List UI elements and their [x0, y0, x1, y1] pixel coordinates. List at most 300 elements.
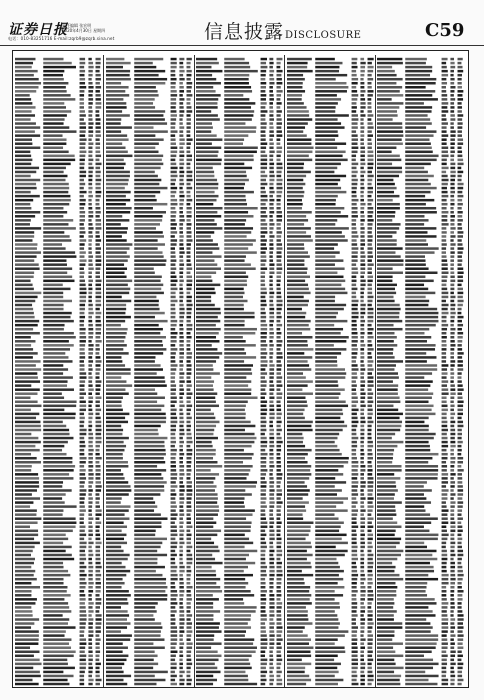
table-cell-text — [106, 493, 129, 496]
table-cell-text — [224, 316, 254, 319]
table-cell-text — [367, 602, 371, 605]
table-cell-text — [186, 384, 191, 387]
table-cell-text — [451, 413, 456, 416]
table-cell-text — [360, 425, 364, 428]
table-cell-text — [367, 659, 373, 662]
table-cell-text — [287, 82, 303, 85]
table-cell-text — [351, 106, 356, 109]
section-title — [204, 17, 361, 44]
table-cell-text — [287, 66, 307, 69]
table-cell-text — [406, 272, 438, 275]
table-cell-text — [277, 675, 281, 678]
table-cell-text — [315, 94, 337, 97]
table-cell-text — [351, 267, 357, 270]
table-cell-text — [186, 312, 191, 315]
table-cell-text — [315, 151, 345, 154]
table-cell-text — [106, 481, 128, 484]
table-cell-text — [277, 501, 283, 504]
table-cell-text — [134, 683, 156, 686]
table-cell-text — [315, 211, 341, 214]
table-cell-text — [170, 147, 177, 150]
table-cell-text — [315, 175, 346, 178]
table-cell-text — [451, 118, 456, 121]
table-cell-text — [377, 570, 394, 573]
table-cell-text — [88, 191, 92, 194]
table-cell-text — [186, 239, 192, 242]
table-cell-text — [106, 542, 127, 545]
table-cell-text — [43, 284, 63, 287]
table-cell-text — [270, 360, 273, 363]
table-cell-text — [224, 179, 249, 182]
table-cell-text — [179, 348, 184, 351]
table-cell-text — [360, 352, 364, 355]
table-cell-text — [15, 521, 38, 524]
table-cell-text — [360, 219, 364, 222]
table-cell-text — [351, 550, 357, 553]
table-cell-text — [367, 110, 371, 113]
table-cell-text — [287, 356, 312, 359]
table-cell-text — [277, 614, 282, 617]
table-cell-text — [270, 409, 275, 412]
table-cell-text — [96, 634, 100, 637]
table-cell-text — [270, 461, 274, 464]
table-cell-text — [43, 300, 72, 303]
table-cell-text — [270, 582, 274, 585]
table-cell-text — [43, 542, 63, 545]
table-cell-text — [406, 62, 427, 65]
table-cell-text — [224, 598, 243, 601]
table-cell-text — [88, 235, 93, 238]
table-cell-text — [96, 384, 101, 387]
table-cell-text — [88, 304, 92, 307]
table-cell-text — [15, 388, 40, 391]
table-cell-text — [406, 646, 436, 649]
table-cell-text — [43, 433, 69, 436]
table-cell-text — [451, 122, 454, 125]
table-cell-text — [106, 457, 123, 460]
table-cell-text — [88, 409, 92, 412]
table-cell-text — [406, 493, 425, 496]
table-cell-text — [351, 82, 357, 85]
table-cell-text — [196, 364, 213, 367]
table-cell-text — [277, 392, 283, 395]
table-cell-text — [315, 243, 338, 246]
table-cell-text — [360, 284, 365, 287]
table-cell-text — [43, 70, 64, 73]
table-cell-text — [80, 263, 86, 266]
table-cell-text — [261, 437, 267, 440]
table-cell-text — [170, 392, 175, 395]
table-cell-text — [186, 425, 190, 428]
table-cell-text — [15, 429, 41, 432]
table-cell-text — [88, 582, 93, 585]
table-cell-text — [261, 465, 267, 468]
table-cell-text — [106, 126, 132, 129]
table-cell-text — [88, 324, 92, 327]
table-cell-text — [170, 191, 176, 194]
table-cell-text — [134, 425, 161, 428]
table-cell-text — [15, 138, 32, 141]
table-cell-text — [43, 332, 74, 335]
table-cell-text — [287, 534, 309, 537]
table-cell-text — [170, 461, 175, 464]
table-cell-text — [43, 130, 76, 133]
table-cell-text — [261, 388, 266, 391]
table-cell-text — [315, 513, 334, 516]
table-cell-text — [451, 594, 454, 597]
table-cell-text — [277, 679, 283, 682]
table-cell-text — [360, 163, 365, 166]
table-cell-text — [224, 235, 246, 238]
table-cell-text — [224, 110, 254, 113]
table-cell-text — [277, 247, 283, 250]
table-cell-text — [377, 163, 392, 166]
table-text-texture — [105, 57, 194, 686]
table-cell-text — [451, 396, 455, 399]
table-cell-text — [179, 509, 183, 512]
table-cell-text — [270, 239, 274, 242]
table-cell-text — [179, 86, 183, 89]
table-cell-text — [360, 421, 365, 424]
table-cell-text — [186, 142, 190, 145]
table-cell-text — [360, 409, 364, 412]
table-cell-text — [179, 481, 183, 484]
table-cell-text — [106, 267, 127, 270]
table-cell-text — [287, 675, 309, 678]
table-cell-text — [15, 618, 39, 621]
table-cell-text — [270, 251, 274, 254]
table-cell-text — [406, 106, 433, 109]
table-cell-text — [179, 171, 184, 174]
table-cell-text — [367, 630, 371, 633]
table-cell-text — [406, 449, 431, 452]
table-cell-text — [406, 251, 435, 254]
table-cell-text — [351, 465, 358, 468]
table-cell-text — [134, 175, 158, 178]
table-cell-text — [134, 227, 156, 230]
table-cell-text — [287, 239, 313, 242]
table-cell-text — [451, 429, 456, 432]
table-cell-text — [196, 445, 213, 448]
table-cell-text — [287, 582, 305, 585]
table-cell-text — [106, 546, 121, 549]
table-cell-text — [367, 276, 373, 279]
table-cell-text — [88, 659, 92, 662]
table-cell-text — [186, 126, 190, 129]
table-cell-text — [442, 570, 447, 573]
table-cell-text — [451, 372, 455, 375]
table-cell-text — [224, 219, 246, 222]
table-cell-text — [106, 461, 128, 464]
table-cell-text — [96, 360, 102, 363]
table-cell-text — [377, 239, 397, 242]
table-cell-text — [134, 308, 159, 311]
table-cell-text — [80, 102, 84, 105]
table-cell-text — [170, 356, 175, 359]
table-cell-text — [88, 352, 93, 355]
table-cell-text — [96, 163, 102, 166]
table-cell-text — [287, 142, 311, 145]
table-cell-text — [170, 598, 176, 601]
table-cell-text — [170, 219, 175, 222]
table-cell-text — [15, 356, 33, 359]
table-cell-text — [287, 138, 311, 141]
table-cell-text — [367, 142, 371, 145]
table-cell-text — [186, 509, 191, 512]
table-cell-text — [134, 509, 154, 512]
table-cell-text — [458, 505, 463, 508]
table-cell-text — [179, 219, 184, 222]
table-cell-text — [451, 142, 455, 145]
table-cell-text — [43, 646, 71, 649]
table-cell-text — [170, 82, 175, 85]
table-cell-text — [458, 207, 462, 210]
table-cell-text — [458, 473, 462, 476]
table-cell-text — [96, 199, 100, 202]
table-cell-text — [15, 66, 32, 69]
table-cell-text — [377, 429, 400, 432]
table-cell-text — [458, 606, 462, 609]
table-cell-text — [360, 384, 365, 387]
table-cell-text — [170, 675, 176, 678]
table-cell-text — [367, 227, 372, 230]
table-cell-text — [80, 675, 85, 678]
table-cell-text — [458, 272, 464, 275]
table-cell-text — [88, 526, 92, 529]
table-cell-text — [261, 296, 266, 299]
table-cell-text — [43, 606, 69, 609]
table-cell-text — [277, 199, 281, 202]
table-cell-text — [15, 316, 35, 319]
table-cell-text — [315, 598, 334, 601]
table-cell-text — [442, 614, 448, 617]
table-cell-text — [96, 405, 100, 408]
table-cell-text — [80, 606, 86, 609]
table-column-group — [376, 57, 465, 686]
table-cell-text — [360, 453, 364, 456]
table-cell-text — [360, 489, 363, 492]
table-cell-text — [80, 203, 86, 206]
table-cell-text — [224, 227, 253, 230]
table-cell-text — [88, 207, 92, 210]
table-cell-text — [43, 380, 67, 383]
table-cell-text — [80, 211, 86, 214]
table-cell-text — [224, 106, 251, 109]
table-cell-text — [96, 558, 101, 561]
table-cell-text — [261, 453, 268, 456]
table-cell-text — [186, 396, 191, 399]
table-cell-text — [458, 110, 462, 113]
table-cell-text — [106, 211, 130, 214]
table-cell-text — [315, 106, 335, 109]
table-cell-text — [315, 570, 344, 573]
table-cell-text — [360, 328, 364, 331]
table-cell-text — [287, 151, 312, 154]
table-cell-text — [442, 622, 448, 625]
table-cell-text — [406, 259, 426, 262]
table-cell-text — [179, 263, 184, 266]
table-cell-text — [196, 267, 221, 270]
table-cell-text — [196, 211, 217, 214]
table-cell-text — [15, 570, 35, 573]
table-cell-text — [96, 263, 102, 266]
table-cell-text — [351, 62, 356, 65]
table-cell-text — [170, 336, 176, 339]
table-cell-text — [277, 86, 281, 89]
table-cell-text — [106, 594, 131, 597]
table-cell-text — [261, 521, 268, 524]
table-cell-text — [458, 501, 464, 504]
table-cell-text — [261, 251, 266, 254]
table-cell-text — [134, 288, 161, 291]
table-cell-text — [406, 211, 438, 214]
table-cell-text — [196, 667, 217, 670]
table-cell-text — [377, 167, 402, 170]
table-cell-text — [458, 401, 464, 404]
table-cell-text — [442, 276, 448, 279]
table-cell-text — [186, 590, 190, 593]
table-cell-text — [224, 642, 253, 645]
table-cell-text — [315, 437, 337, 440]
table-cell-text — [96, 122, 101, 125]
table-cell-text — [451, 675, 456, 678]
table-cell-text — [458, 683, 462, 686]
table-cell-text — [15, 574, 34, 577]
table-cell-text — [270, 243, 274, 246]
table-cell-text — [406, 74, 431, 77]
table-cell-text — [96, 659, 100, 662]
table-cell-text — [80, 441, 85, 444]
table-cell-text — [88, 675, 92, 678]
table-cell-text — [287, 159, 312, 162]
table-cell-text — [196, 78, 216, 81]
table-cell-text — [351, 646, 357, 649]
table-cell-text — [367, 272, 371, 275]
table-cell-text — [186, 667, 190, 670]
table-cell-text — [196, 388, 214, 391]
table-cell-text — [261, 356, 267, 359]
table-cell-text — [261, 130, 266, 133]
table-cell-text — [88, 562, 92, 565]
table-cell-text — [170, 90, 176, 93]
table-cell-text — [88, 167, 93, 170]
table-cell-text — [88, 517, 93, 520]
table-cell-text — [170, 195, 174, 198]
table-cell-text — [458, 344, 462, 347]
table-cell-text — [315, 235, 345, 238]
table-cell-text — [406, 316, 439, 319]
table-cell-text — [96, 526, 100, 529]
table-cell-text — [287, 58, 312, 61]
table-cell-text — [287, 634, 308, 637]
table-cell-text — [270, 630, 275, 633]
table-cell-text — [224, 663, 250, 666]
table-cell-text — [80, 646, 86, 649]
table-cell-text — [277, 191, 283, 194]
table-cell-text — [360, 147, 365, 150]
table-cell-text — [196, 215, 221, 218]
table-cell-text — [442, 118, 447, 121]
table-cell-text — [196, 606, 213, 609]
table-cell-text — [406, 320, 439, 323]
table-cell-text — [196, 683, 213, 686]
table-cell-text — [186, 646, 192, 649]
table-cell-text — [315, 396, 339, 399]
table-cell-text — [287, 409, 305, 412]
table-cell-text — [88, 138, 91, 141]
table-cell-text — [287, 530, 310, 533]
table-cell-text — [224, 211, 248, 214]
table-cell-text — [351, 421, 358, 424]
table-cell-text — [106, 521, 124, 524]
table-cell-text — [179, 546, 182, 549]
table-cell-text — [360, 191, 363, 194]
table-cell-text — [170, 626, 176, 629]
table-cell-text — [179, 159, 183, 162]
table-cell-text — [261, 368, 266, 371]
table-cell-text — [377, 340, 394, 343]
table-cell-text — [458, 417, 462, 420]
table-cell-text — [261, 481, 267, 484]
table-cell-text — [351, 312, 358, 315]
table-cell-text — [360, 659, 364, 662]
table-cell-text — [106, 634, 132, 637]
table-cell-text — [442, 114, 446, 117]
table-cell-text — [43, 570, 68, 573]
table-cell-text — [179, 130, 183, 133]
table-column-group — [195, 57, 284, 686]
table-cell-text — [406, 509, 426, 512]
table-cell-text — [451, 489, 454, 492]
table-column-group — [14, 57, 103, 686]
table-cell-text — [406, 388, 429, 391]
table-cell-text — [277, 324, 283, 327]
table-cell-text — [367, 546, 372, 549]
table-cell-text — [134, 461, 165, 464]
table-cell-text — [451, 336, 455, 339]
table-cell-text — [287, 517, 303, 520]
table-cell-text — [96, 425, 102, 428]
table-cell-text — [277, 610, 282, 613]
table-cell-text — [88, 155, 92, 158]
table-cell-text — [261, 409, 268, 412]
table-cell-text — [80, 280, 85, 283]
table-cell-text — [179, 425, 183, 428]
table-cell-text — [96, 142, 101, 145]
table-cell-text — [442, 296, 449, 299]
table-cell-text — [80, 114, 86, 117]
table-cell-text — [351, 288, 357, 291]
table-cell-text — [186, 558, 192, 561]
table-cell-text — [451, 437, 455, 440]
table-cell-text — [88, 534, 93, 537]
table-cell-text — [88, 328, 93, 331]
table-cell-text — [351, 130, 356, 133]
table-cell-text — [196, 312, 221, 315]
table-cell-text — [377, 227, 399, 230]
table-cell-text — [96, 151, 101, 154]
table-cell-text — [406, 429, 429, 432]
table-cell-text — [377, 667, 404, 670]
table-cell-text — [377, 663, 396, 666]
table-cell-text — [96, 392, 100, 395]
table-cell-text — [442, 445, 449, 448]
table-cell-text — [406, 626, 433, 629]
table-cell-text — [451, 255, 455, 258]
table-cell-text — [451, 340, 455, 343]
table-cell-text — [277, 433, 281, 436]
table-cell-text — [442, 171, 447, 174]
